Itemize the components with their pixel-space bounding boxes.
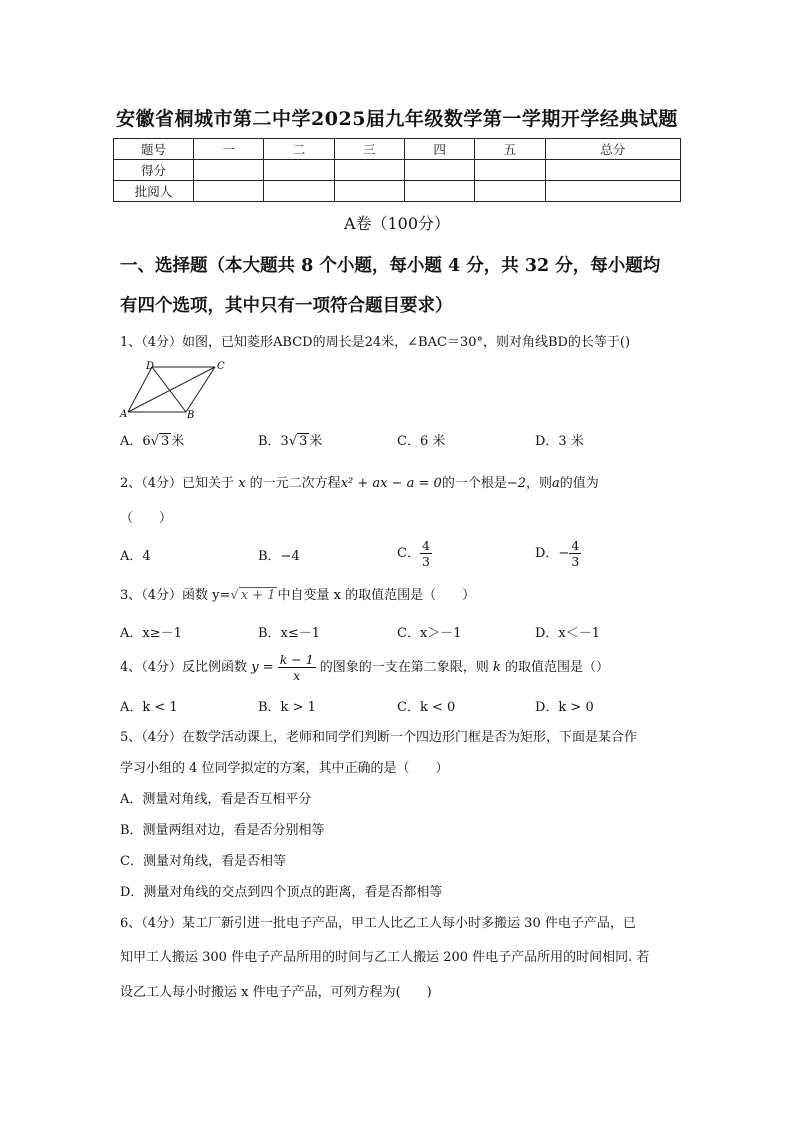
q1-option-a[interactable]: A．6√ 3 米 [120, 434, 185, 449]
q2-stem-part: 的一元二次方程 [249, 476, 341, 491]
q4-option-c[interactable]: C．k < 0 [397, 700, 456, 715]
score-cell[interactable] [334, 160, 404, 181]
q2-option-c[interactable] [397, 538, 432, 569]
q2-root: −2 [506, 476, 526, 491]
q2-option-c-label: C． [397, 546, 420, 561]
score-table-header-cell: 一 [194, 139, 264, 160]
q4-option-a[interactable]: A．k < 1 [120, 700, 178, 715]
score-table [113, 138, 681, 202]
score-table-header-cell: 题号 [114, 139, 194, 160]
q3-option-c[interactable]: C．x＞－1 [397, 626, 462, 641]
q4-stem-part: 的图象的一支在第二象限，则 [319, 660, 489, 675]
q3-stem: 3、（4分）函数 y=√ x + 1 中自变量 x 的取值范围是（ ） [120, 588, 476, 603]
q2-option-d-fraction: $\frac{4}{3}$ [571, 538, 580, 569]
score-cell[interactable] [194, 160, 264, 181]
q2-equation: x² + ax − a = 0 [340, 476, 442, 491]
q2-option-b[interactable]: B．−4 [258, 549, 300, 564]
q5-stem-line1: 5、（4分）在数学活动课上，老师和同学们判断一个四边形门框是否为矩形，下面是某合作 [120, 730, 638, 745]
q4-fraction: $\frac{k - 1}{x}$ [279, 652, 314, 683]
vertex-label-c: C [217, 361, 225, 372]
q2-var-x: x [238, 476, 246, 491]
q4-stem-part: 4、（4分）反比例函数 [120, 660, 248, 675]
q2-option-d[interactable] [535, 538, 581, 569]
score-table-row [114, 160, 681, 181]
q2-option-d-label: D．− [535, 546, 570, 561]
score-table-header-cell: 二 [264, 139, 334, 160]
q1-option-b-label: B．3 [258, 434, 289, 449]
q6-stem-line2: 知甲工人搬运 300 件电子产品所用的时间与乙工人搬运 200 件电子产品所用的时间相同. 若 [120, 950, 650, 965]
score-row-label: 批阅人 [114, 181, 194, 202]
part1-heading-line1: 一、选择题（本大题共 8 个小题，每小题 4 分，共 32 分，每小题均 [120, 256, 661, 276]
q1-option-c[interactable]: C．6 米 [397, 434, 446, 449]
vertex-label-b: B [187, 410, 195, 421]
part1-heading-line2: 有四个选项，其中只有一项符合题目要求） [120, 296, 453, 316]
q2-stem-part: 的一个根是 [441, 476, 507, 491]
q6-stem-line3: 设乙工人每小时搬运 x 件电子产品，可列方程为( ) [120, 985, 432, 1000]
q5-stem-line2: 学习小组的 4 位同学拟定的方案，其中正确的是（ ） [120, 761, 449, 776]
q1-option-b-unit: 米 [309, 434, 323, 449]
q3-option-b[interactable]: B．x≤－1 [258, 626, 321, 641]
q4-stem-part: 的取值范围是（） [504, 660, 609, 675]
q5-option-b[interactable]: B．测量两组对边，看是否分别相等 [120, 823, 325, 838]
q3-option-d[interactable]: D．x＜－1 [535, 626, 601, 641]
score-cell[interactable] [545, 181, 680, 202]
q1-option-a-radicand: 3 [160, 434, 170, 449]
rhombus-figure [118, 360, 230, 422]
q6-stem-line1: 6、（4分）某工厂新引进一批电子产品，甲工人比乙工人每小时多搬运 30 件电子产品，已 [120, 916, 636, 931]
q1-option-b[interactable]: B．3√ 3 米 [258, 434, 323, 449]
score-cell[interactable] [404, 181, 474, 202]
q4-option-b[interactable]: B．k > 1 [258, 700, 316, 715]
q4-option-d[interactable]: D．k > 0 [535, 700, 594, 715]
q2-var-a: a [552, 476, 560, 491]
score-cell[interactable] [334, 181, 404, 202]
q3-option-a[interactable]: A．x≥－1 [120, 626, 182, 641]
score-table-header-row [114, 139, 681, 160]
q3-stem-part: 3、（4分）函数 y= [120, 588, 231, 603]
score-cell[interactable] [404, 160, 474, 181]
q4-var-k: k [492, 660, 501, 675]
q2-answer-paren: （ ） [120, 511, 173, 526]
q4-y-eq: y = [251, 660, 274, 675]
score-cell[interactable] [475, 181, 545, 202]
score-table-header-cell: 三 [334, 139, 404, 160]
q4-stem [120, 652, 690, 683]
score-cell[interactable] [475, 160, 545, 181]
q1-option-a-unit: 米 [171, 434, 185, 449]
score-row-label: 得分 [114, 160, 194, 181]
q1-stem: 1、（4分）如图，已知菱形ABCD的周长是24米，∠BAC＝30°，则对角线BD的长等于() [120, 335, 631, 350]
q2-stem-part: 的值为 [559, 476, 599, 491]
section-a-heading: A卷（100分） [343, 214, 451, 233]
score-cell[interactable] [264, 181, 334, 202]
exam-title: 安徽省桐城市第二中学2025届九年级数学第一学期开学经典试题 [116, 108, 678, 130]
score-cell[interactable] [545, 160, 680, 181]
q2-option-c-fraction: $\frac{4}{3}$ [421, 538, 430, 569]
q1-option-b-radicand: 3 [299, 434, 308, 449]
score-cell[interactable] [264, 160, 334, 181]
score-table-header-cell: 五 [475, 139, 545, 160]
q2-stem-part: ，则 [526, 476, 553, 491]
q2-stem-part: 2、（4分）已知关于 [120, 476, 235, 491]
score-cell[interactable] [194, 181, 264, 202]
q5-option-a[interactable]: A．测量对角线，看是否互相平分 [120, 792, 312, 807]
q5-option-d[interactable]: D．测量对角线的交点到四个顶点的距离，看是否都相等 [120, 885, 443, 900]
vertex-label-a: A [120, 409, 128, 420]
score-table-row [114, 181, 681, 202]
score-table-header-cell: 总分 [545, 139, 680, 160]
q1-option-d[interactable]: D．3 米 [535, 434, 584, 449]
q1-option-a-label: A．6 [120, 434, 151, 449]
q2-stem [120, 474, 690, 494]
score-table-header-cell: 四 [404, 139, 474, 160]
q5-option-c[interactable]: C．测量对角线，看是否相等 [120, 854, 286, 869]
q2-option-a[interactable]: A．4 [120, 549, 151, 564]
q3-radicand: x + 1 [240, 588, 276, 603]
q3-stem-part: 中自变量 x 的取值范围是（ ） [277, 588, 476, 603]
vertex-label-d: D [146, 361, 155, 372]
